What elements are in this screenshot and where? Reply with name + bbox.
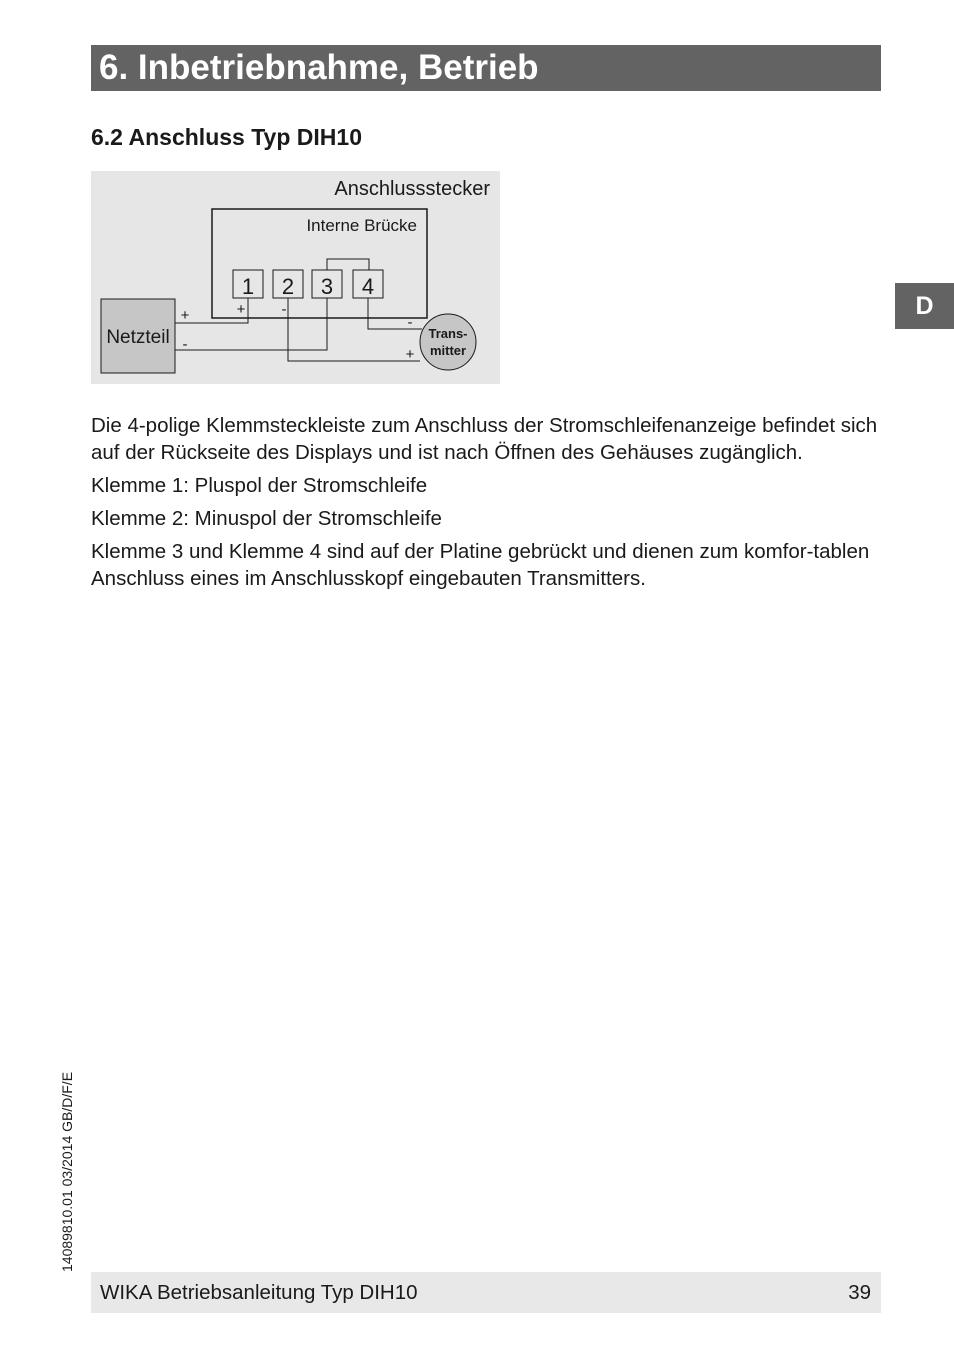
transmitter-circle (420, 314, 476, 370)
terminal-2-label: 2 (281, 274, 295, 299)
transmitter-label-line2: mitter (429, 343, 467, 358)
section-heading: 6.2 Anschluss Typ DIH10 (91, 124, 362, 150)
footer-bar (91, 1272, 881, 1313)
paragraph-terminal-3-4: Klemme 3 und Klemme 4 sind auf der Platine gebrückt und dienen zum komfor-tablen Anschluss eines im Anschlusskopf eingebauten Transmitters. (91, 540, 870, 590)
transmitter-label-line1: Trans- (428, 326, 468, 341)
connector-label: Anschlussstecker (334, 178, 490, 200)
terminal-1-label: 1 (241, 274, 255, 299)
wiring-diagram (91, 171, 500, 384)
footer-title: WIKA Betriebsanleitung Typ DIH10 (100, 1281, 418, 1304)
chapter-title: 6. Inbetriebnahme, Betrieb (99, 48, 539, 87)
document-code: 14089810.01 03/2014 GB/D/F/E (59, 1071, 75, 1272)
transmitter-plus-sign: + (405, 346, 415, 363)
power-supply-label: Netzteil (106, 327, 170, 348)
netzteil-plus-sign: + (180, 307, 190, 324)
terminal-4-label: 4 (361, 274, 375, 299)
terminal2-minus-sign: - (281, 301, 287, 318)
page-number: 39 (848, 1281, 871, 1304)
terminal-3-label: 3 (320, 274, 334, 299)
bridge-label: Interne Brücke (306, 216, 417, 235)
paragraph-intro: Die 4-polige Klemmsteckleiste zum Anschluss der Stromschleifenanzeige befindet sich auf der Rückseite des Displays und ist nach Öffnen des Gehäuses zugänglich. (91, 414, 878, 464)
netzteil-minus-sign: - (182, 336, 188, 353)
paragraph-terminal-2: Klemme 2: Minuspol der Stromschleife (91, 507, 442, 530)
transmitter-minus-sign: - (407, 314, 413, 331)
paragraph-terminal-1: Klemme 1: Pluspol der Stromschleife (91, 474, 428, 497)
body-text (91, 412, 881, 598)
chapter-title-bar (91, 45, 881, 91)
terminal1-plus-sign: + (236, 301, 246, 318)
language-tab-d: D (895, 283, 954, 329)
